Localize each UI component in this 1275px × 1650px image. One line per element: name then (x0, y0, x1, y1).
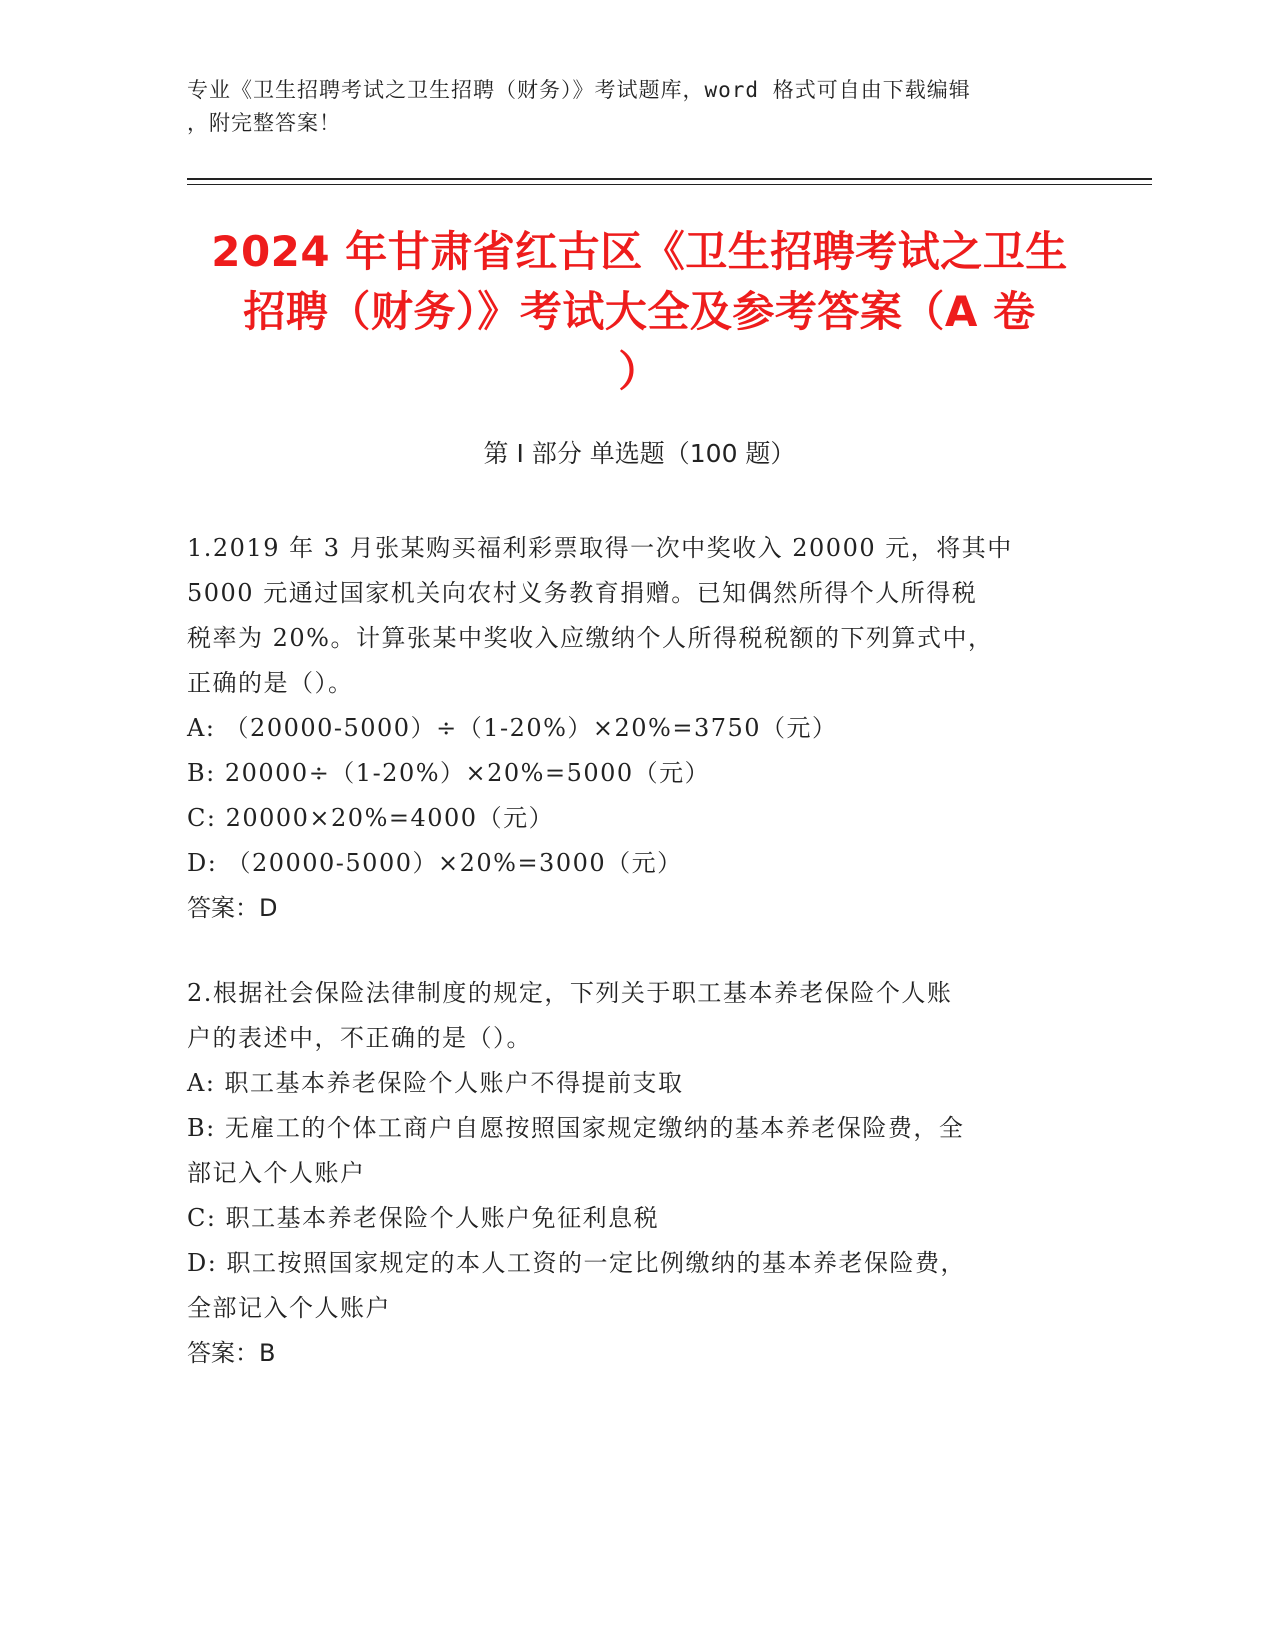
answer: 答案：B (187, 1339, 276, 1367)
option-d: D: 职工按照国家规定的本人工资的一定比例缴纳的基本养老保险费， (187, 1249, 966, 1277)
option-a: A: （20000-5000）÷（1-20%）×20%=3750（元） (187, 714, 838, 742)
header-note-line-1: 专业《卫生招聘考试之卫生招聘（财务）》考试题库，word 格式可自由下载编辑 (187, 78, 971, 102)
option-a: A: 职工基本养老保险个人账户不得提前支取 (187, 1069, 684, 1097)
document-title (187, 222, 1092, 402)
option-b: B: 20000÷（1-20%）×20%=5000（元） (187, 759, 711, 787)
header-divider-thin (187, 184, 1152, 185)
title-line-1: 2024 年甘肃省红古区《卫生招聘考试之卫生 (211, 227, 1068, 276)
question-1 (187, 526, 1077, 931)
question-stem-line: 正确的是（）。 (187, 669, 354, 697)
option-b-continued: 部记入个人账户 (187, 1159, 366, 1187)
option-d: D: （20000-5000）×20%=3000（元） (187, 849, 683, 877)
question-list (187, 526, 1077, 1416)
question-stem-line: 户的表述中，不正确的是（）。 (187, 1024, 532, 1052)
title-line-3: ） (618, 347, 661, 396)
section-heading: 第 I 部分 单选题（100 题） (483, 439, 796, 468)
header-note (187, 74, 1067, 140)
option-c: C: 20000×20%=4000（元） (187, 804, 555, 832)
title-line-2: 招聘（财务）》考试大全及参考答案（A 卷 (243, 287, 1036, 336)
header-note-line-2: ，附完整答案！ (187, 111, 341, 135)
question-stem-line: 5000 元通过国家机关向农村义务教育捐赠。已知偶然所得个人所得税 (187, 579, 978, 607)
option-c: C: 职工基本养老保险个人账户免征利息税 (187, 1204, 660, 1232)
question-stem-line: 2.根据社会保险法律制度的规定，下列关于职工基本养老保险个人账 (187, 979, 953, 1007)
question-2 (187, 971, 1077, 1376)
answer: 答案：D (187, 894, 278, 922)
question-stem-line: 税率为 20%。计算张某中奖收入应缴纳个人所得税税额的下列算式中， (187, 624, 994, 652)
option-b: B: 无雇工的个体工商户自愿按照国家规定缴纳的基本养老保险费，全 (187, 1114, 965, 1142)
option-d-continued: 全部记入个人账户 (187, 1294, 391, 1322)
question-stem-line: 1.2019 年 3 月张某购买福利彩票取得一次中奖收入 20000 元，将其中 (187, 534, 1013, 562)
header-divider-thick (187, 178, 1152, 180)
